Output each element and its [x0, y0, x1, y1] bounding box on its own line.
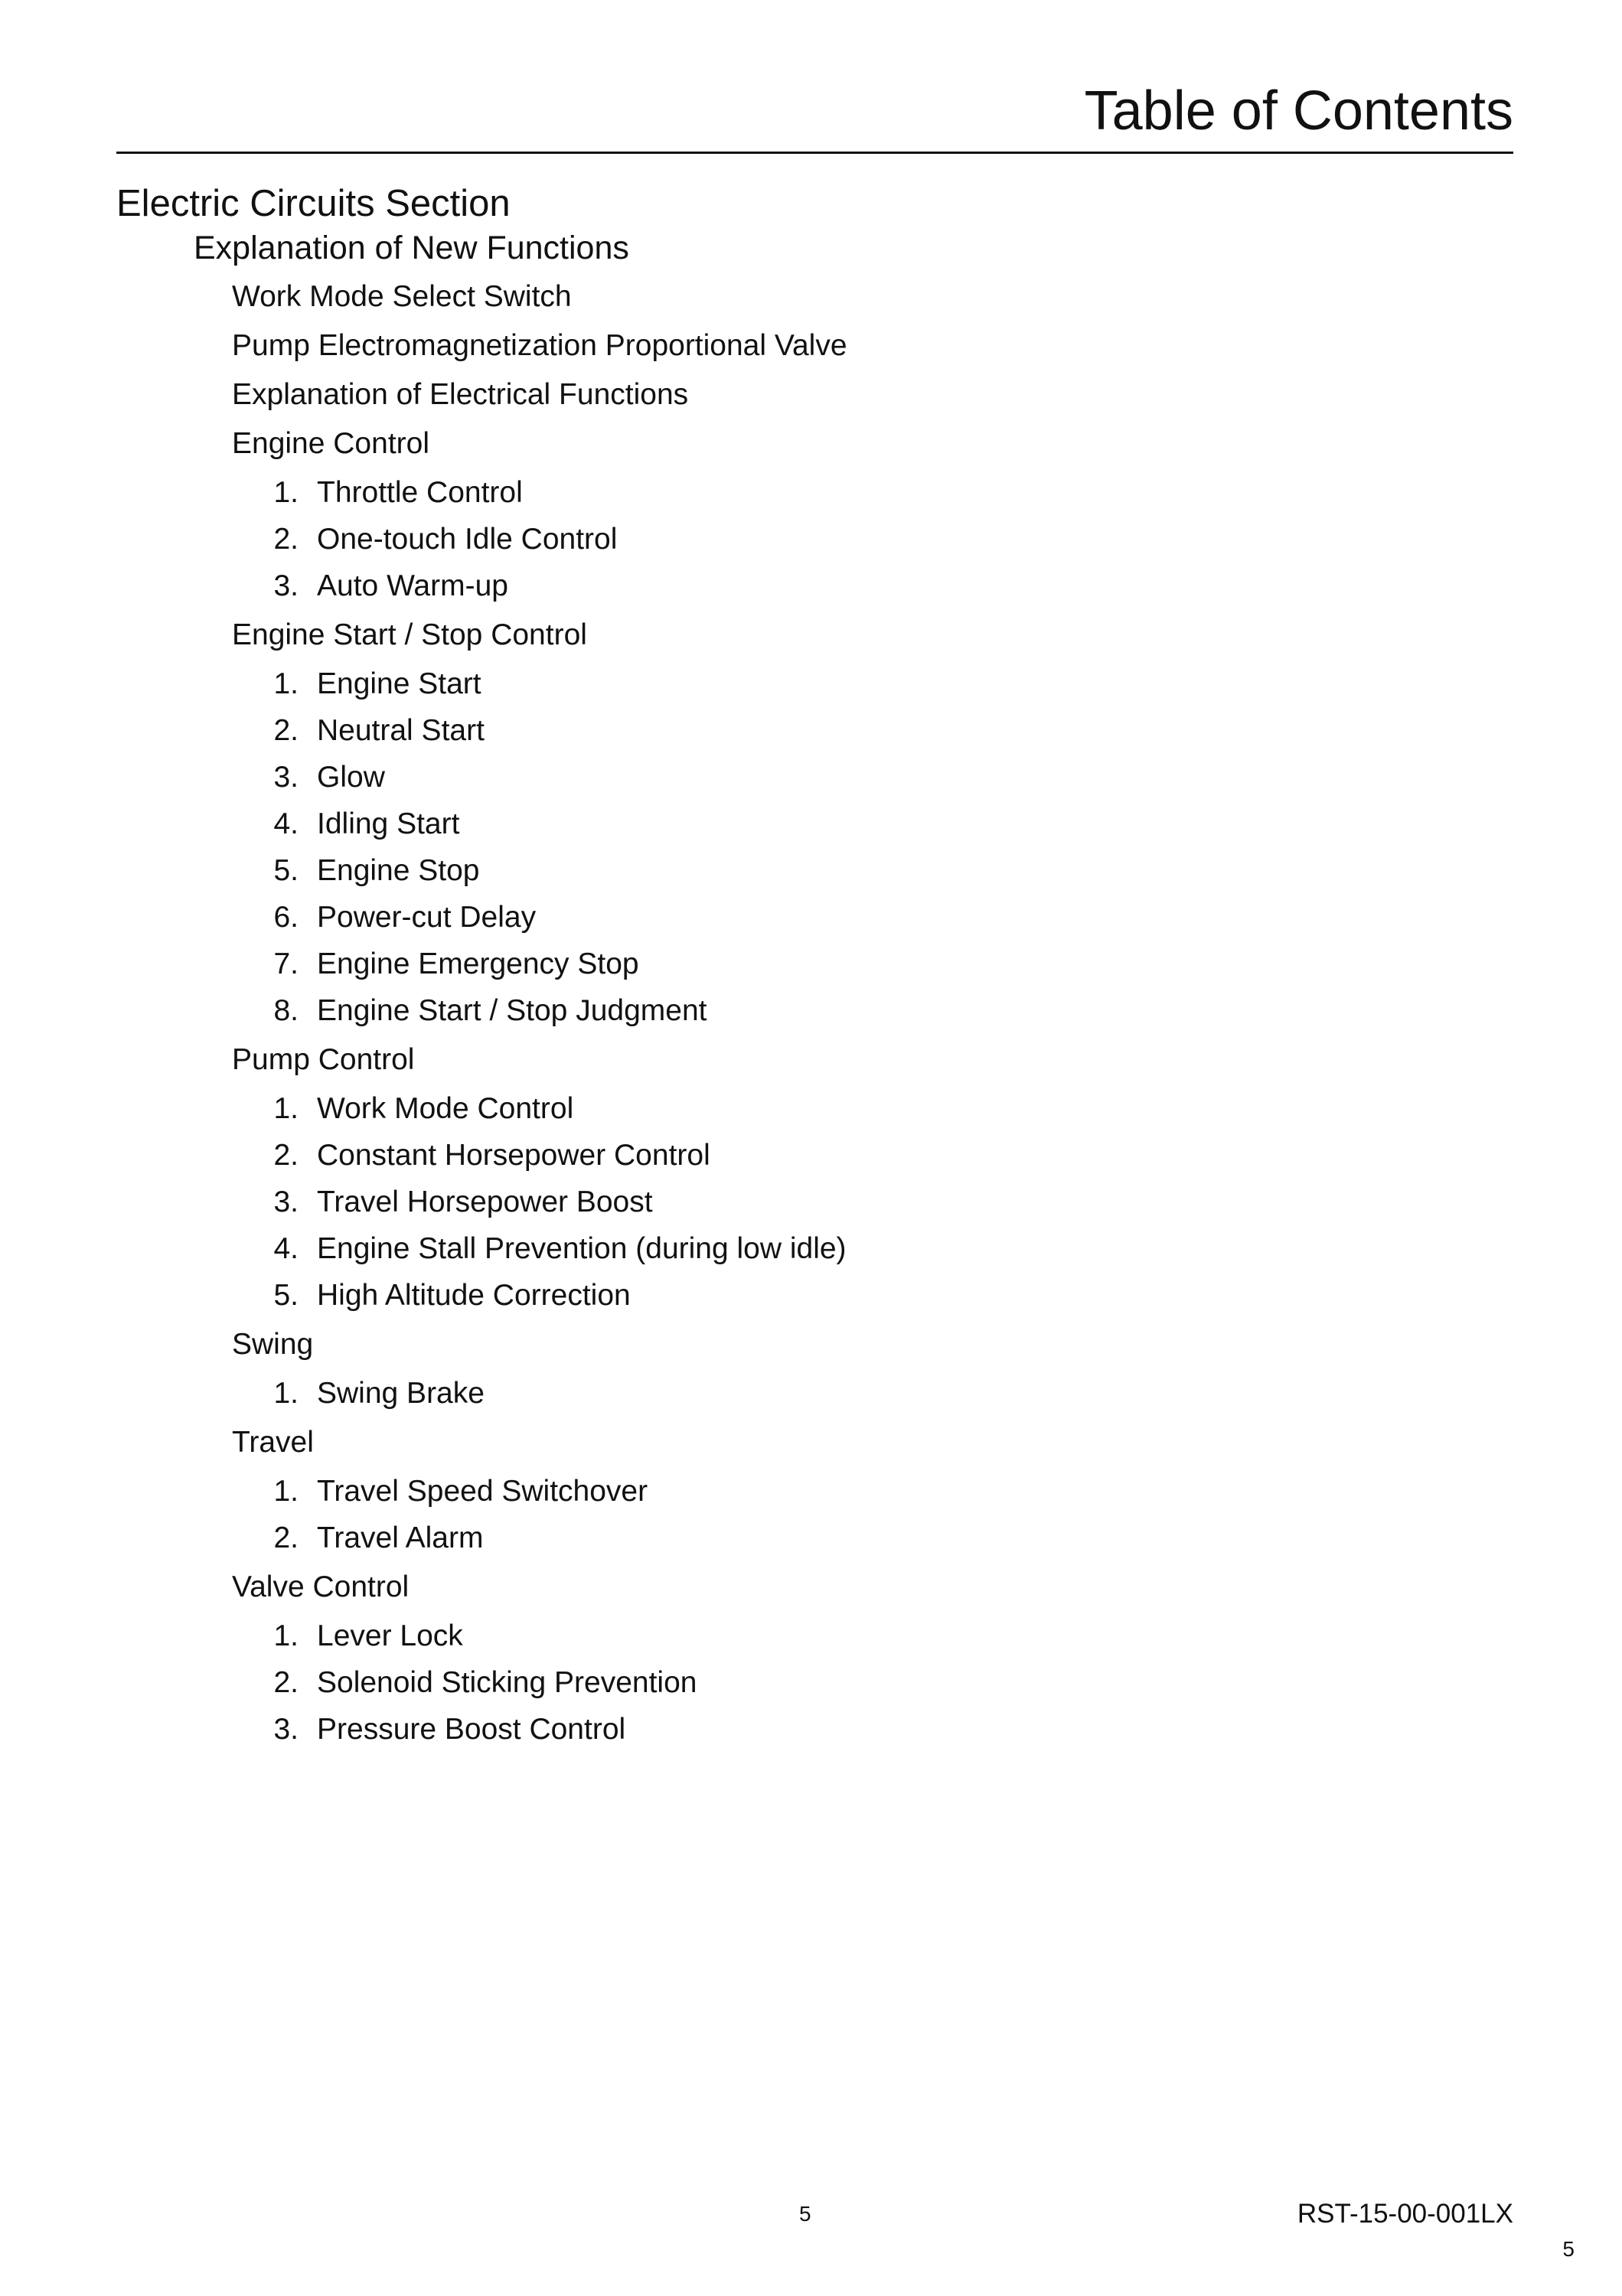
footer-page-number: 5	[799, 2202, 811, 2226]
toc-item-label: Swing Brake	[317, 1377, 485, 1410]
page-title: Table of Contents	[1084, 80, 1513, 142]
toc-item-number: 1.	[273, 667, 299, 700]
toc-item-number: 1.	[273, 1619, 299, 1652]
toc-topic: Work Mode Select Switch	[232, 280, 572, 313]
toc-item-number: 2.	[273, 714, 299, 747]
toc-item-number: 1.	[273, 1377, 299, 1410]
toc-item-number: 4.	[273, 1232, 299, 1265]
toc-item-label: Travel Horsepower Boost	[317, 1186, 653, 1218]
toc-item-number: 3.	[273, 1186, 299, 1218]
toc-item-label: Engine Emergency Stop	[317, 947, 639, 980]
toc-item-number: 5.	[273, 854, 299, 887]
toc-item-label: Glow	[317, 761, 385, 794]
toc-item-number: 3.	[273, 1713, 299, 1746]
toc-item-label: High Altitude Correction	[317, 1279, 631, 1312]
toc-item-label: Travel Alarm	[317, 1521, 484, 1554]
toc-topic: Engine Control	[232, 427, 429, 460]
toc-item-number: 7.	[273, 947, 299, 980]
toc-topic: Pump Control	[232, 1043, 415, 1076]
document-code: RST-15-00-001LX	[1297, 2199, 1513, 2229]
toc-item-label: Throttle Control	[317, 476, 523, 509]
toc-topic: Pump Electromagnetization Proportional Valve	[232, 329, 847, 362]
toc-item-label: Pressure Boost Control	[317, 1713, 626, 1746]
toc-topic: Swing	[232, 1328, 314, 1361]
toc-item-number: 2.	[273, 1666, 299, 1699]
toc-item-label: Solenoid Sticking Prevention	[317, 1666, 697, 1699]
toc-item-label: Work Mode Control	[317, 1092, 574, 1125]
toc-item-number: 2.	[273, 1521, 299, 1554]
corner-page-number: 5	[1562, 2237, 1575, 2261]
toc-item-label: Engine Start / Stop Judgment	[317, 994, 707, 1027]
toc-topic: Valve Control	[232, 1570, 410, 1603]
toc-item-number: 1.	[273, 1092, 299, 1125]
toc-topic: Engine Start / Stop Control	[232, 618, 587, 651]
toc-item-label: Travel Speed Switchover	[317, 1475, 648, 1508]
toc-item-number: 6.	[273, 901, 299, 934]
toc-item-label: Engine Start	[317, 667, 481, 700]
subsection-heading: Explanation of New Functions	[194, 230, 629, 266]
toc-item-label: Engine Stall Prevention (during low idle)	[317, 1232, 847, 1265]
toc-item-number: 3.	[273, 569, 299, 602]
toc-topic: Explanation of Electrical Functions	[232, 378, 689, 411]
toc-item-label: Lever Lock	[317, 1619, 463, 1652]
toc-item-label: Neutral Start	[317, 714, 485, 747]
toc-item-number: 3.	[273, 761, 299, 794]
toc-item-number: 1.	[273, 476, 299, 509]
toc-item-number: 2.	[273, 523, 299, 556]
toc-item-number: 2.	[273, 1139, 299, 1172]
toc-item-number: 8.	[273, 994, 299, 1027]
toc-item-label: Engine Stop	[317, 854, 480, 887]
toc-item-number: 4.	[273, 807, 299, 840]
toc-item-label: One-touch Idle Control	[317, 523, 618, 556]
toc-item-label: Auto Warm-up	[317, 569, 508, 602]
toc-item-label: Constant Horsepower Control	[317, 1139, 710, 1172]
toc-item-label: Power-cut Delay	[317, 901, 537, 934]
section-heading: Electric Circuits Section	[116, 183, 511, 224]
toc-topic: Travel	[232, 1426, 314, 1459]
toc-item-label: Idling Start	[317, 807, 460, 840]
toc-item-number: 5.	[273, 1279, 299, 1312]
toc-item-number: 1.	[273, 1475, 299, 1508]
